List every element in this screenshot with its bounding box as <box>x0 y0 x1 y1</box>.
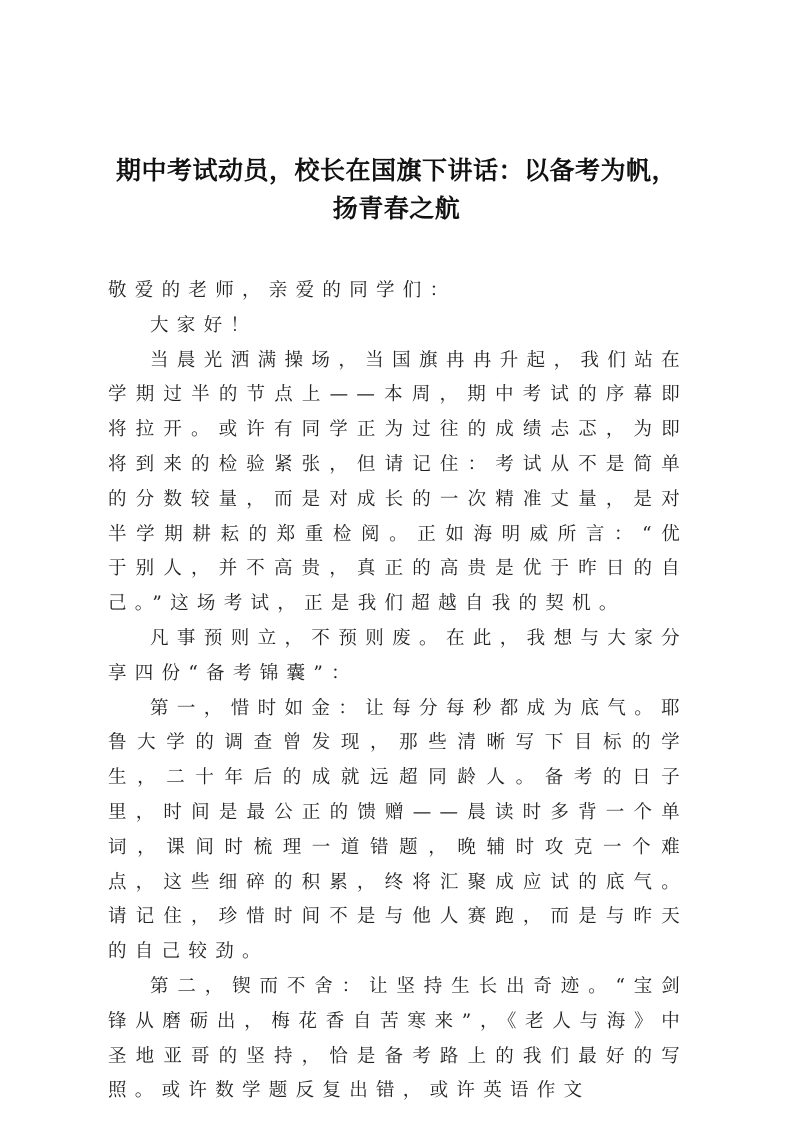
title-line-1: 期中考试动员，校长在国旗下讲话：以备考为帆， <box>115 156 677 185</box>
paragraph-tips-lead: 凡事预则立，不预则废。在此，我想与大家分享四份“备考锦囊”： <box>108 627 688 684</box>
salutation: 敬爱的老师，亲爱的同学们： <box>108 280 457 301</box>
paragraph-tip-2: 第二，锲而不舍：让坚持生长出奇迹。“宝剑锋从磨砺出，梅花香自苦寒来”，《老人与海》中圣地亚哥的坚持，恰是备考路上的我们最好的写照。或许数学题反复出错，或许英语作文 <box>108 975 688 1102</box>
paragraph-greeting: 大家好！ <box>150 314 258 336</box>
paragraph-tip-1: 第一，惜时如金：让每分每秒都成为底气。耶鲁大学的调查曾发现，那些清晰写下目标的学生，二十年后的成就远超同龄人。备考的日子里，时间是最公正的馈赠——晨读时多背一个单词，课间时梳理一道错题，晚辅时攻克一个难点，这些细碎的积累，终将汇聚成应试的底气。请记住，珍惜时间不是与他人赛跑，而是与昨天的自己较劲。 <box>108 697 688 963</box>
document-title <box>90 152 703 228</box>
title-line-2: 扬青春之航 <box>332 194 461 223</box>
document-body <box>108 274 688 1109</box>
paragraph-intro: 当晨光洒满操场，当国旗冉冉升起，我们站在学期过半的节点上——本周，期中考试的序幕即将拉开。或许有同学正为过往的成绩忐忑，为即将到来的检验紧张，但请记住：考试从不是简单的分数较量，而是对成长的一次精准丈量，是对半学期耕耘的郑重检阅。正如海明威所言：“优于别人，并不高贵，真正的高贵是优于昨日的自己。”这场考试，正是我们超越自我的契机。 <box>108 349 688 615</box>
